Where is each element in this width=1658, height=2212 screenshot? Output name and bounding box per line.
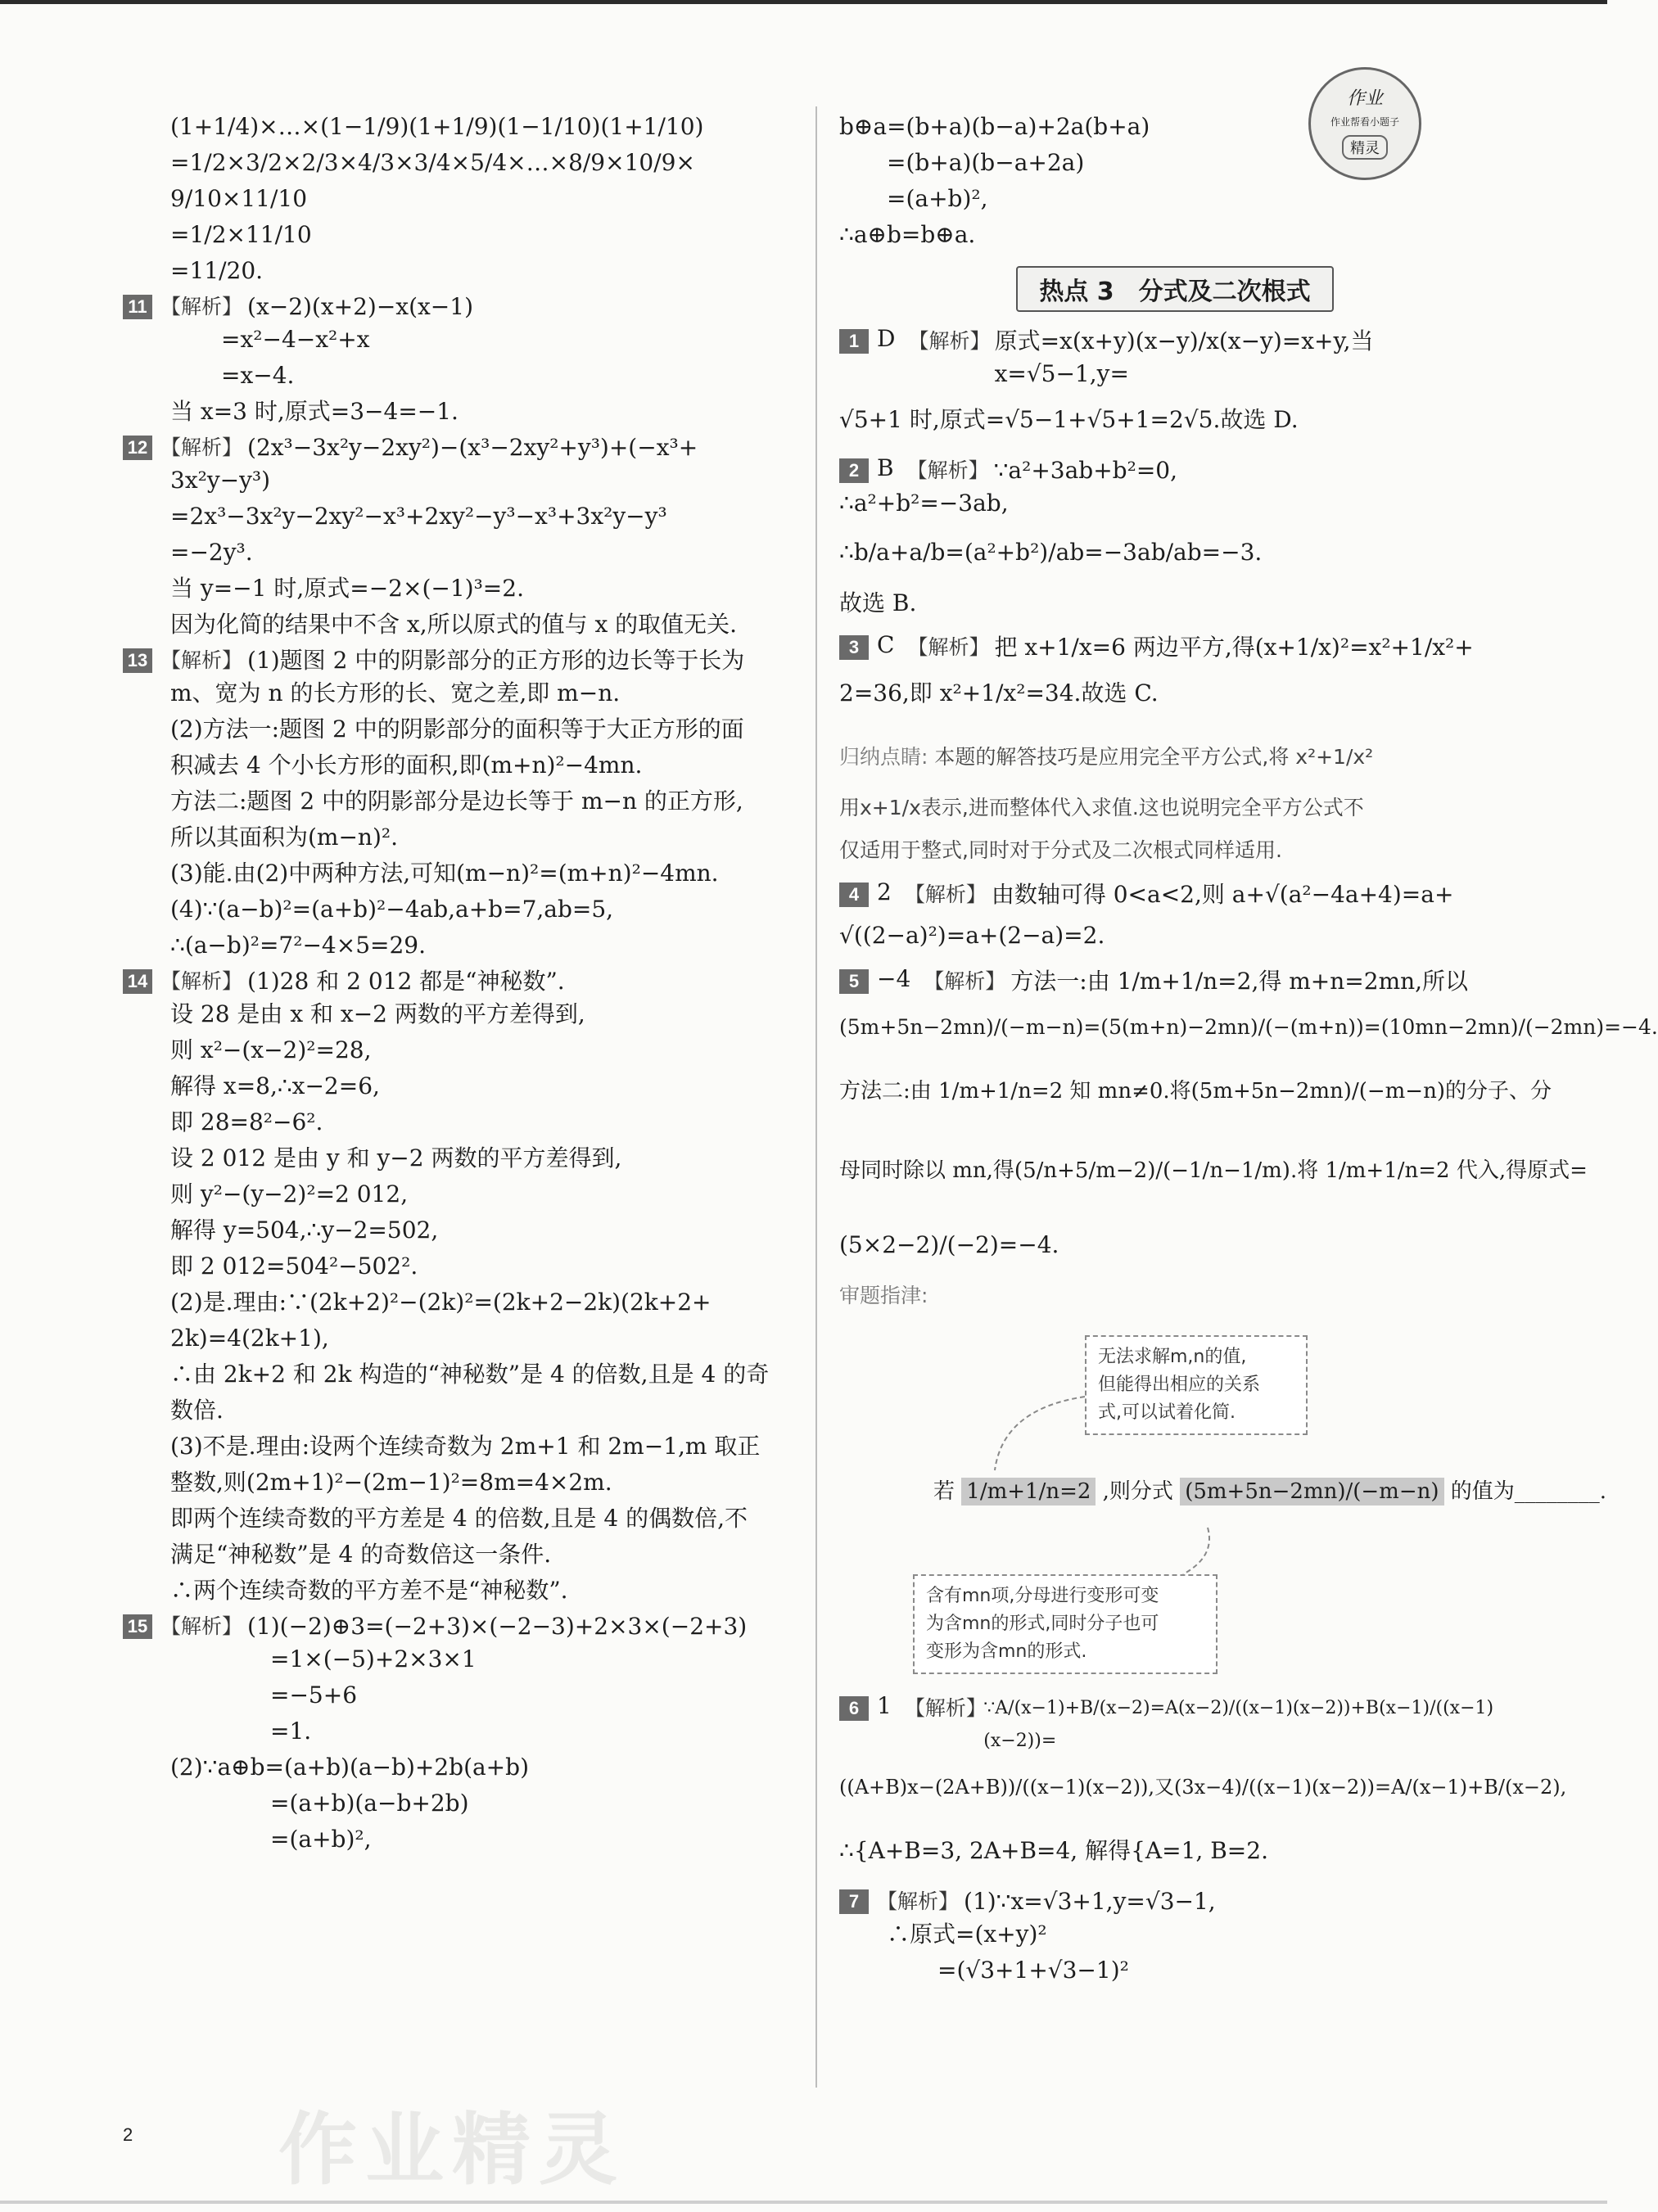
analysis-tag: 【解析】 bbox=[160, 436, 243, 459]
callout-line: 式,可以试着化简. bbox=[1098, 1402, 1236, 1423]
analysis-tag: 【解析】 bbox=[904, 883, 987, 906]
solution-line: =(√3+1+√3−1)² bbox=[937, 1957, 1129, 1984]
stamp-title: 作业 bbox=[1346, 88, 1383, 109]
annotation-diagram bbox=[839, 1319, 1607, 1679]
solution-line: 数倍. bbox=[170, 1397, 224, 1424]
solution-line: 解得 x=8,∴x−2=6, bbox=[170, 1072, 380, 1099]
solution-line: 方法二:由 1/m+1/n=2 知 mn≠0.将(5m+5n−2mn)/(−m−n)的分子、分 bbox=[839, 1079, 1552, 1104]
page-number: 2 bbox=[123, 2124, 133, 2145]
question-12 bbox=[123, 431, 794, 644]
solution-line: ∴两个连续奇数的平方差不是“神秘数”. bbox=[170, 1577, 568, 1604]
solution-line: (1)(−2)⊕3=(−2+3)×(−2−3)+2×3×(−2+3) bbox=[247, 1613, 748, 1640]
continued-solution bbox=[839, 111, 1511, 255]
callout-line: 为含mn的形式,同时分子也可 bbox=[926, 1614, 1159, 1634]
solution-line: 设 2 012 是由 y 和 y−2 两数的平方差得到, bbox=[170, 1144, 622, 1171]
question-15 bbox=[123, 1610, 794, 1859]
solution-line: 方法二:题图 2 中的阴影部分是边长等于 m−n 的正方形, bbox=[170, 788, 743, 815]
question-1 bbox=[839, 325, 1511, 454]
analysis-tag: 【解析】 bbox=[906, 458, 989, 482]
solution-line: =−2y³. bbox=[170, 539, 253, 566]
callout-line: 但能得出相应的关系 bbox=[1098, 1375, 1261, 1395]
answer-value: 2 bbox=[877, 878, 892, 905]
solution-line: (3)不是.理由:设两个连续奇数为 2m+1 和 2m−1,m 取正 bbox=[170, 1433, 761, 1460]
solution-line: (4)∵(a−b)²=(a+b)²−4ab,a+b=7,ab=5, bbox=[170, 896, 614, 923]
solution-line: ∴原式=(x+y)² bbox=[887, 1921, 1047, 1948]
question-number: 14 bbox=[123, 969, 152, 994]
solution-line: 积减去 4 个小长方形的面积,即(m+n)²−4mn. bbox=[170, 752, 643, 779]
answer-choice: B bbox=[877, 454, 894, 481]
solution-line: =x²−4−x²+x bbox=[221, 326, 370, 353]
analysis-tag: 【解析】 bbox=[904, 1696, 987, 1720]
solution-line: 把 x+1/x=6 两边平方,得(x+1/x)²=x²+1/x²+ bbox=[994, 634, 1474, 661]
solution-line: 即两个连续奇数的平方差是 4 的倍数,且是 4 的偶数倍,不 bbox=[170, 1505, 748, 1532]
solution-line: √5+1 时,原式=√5−1+√5+1=2√5.故选 D. bbox=[839, 406, 1299, 433]
analysis-tag: 【解析】 bbox=[908, 329, 991, 353]
solution-line: 3x²y−y³) bbox=[170, 467, 271, 494]
section-title bbox=[839, 266, 1511, 305]
analysis-tag: 【解析】 bbox=[924, 969, 1006, 993]
solution-line: (2)是.理由:∵(2k+2)²−(2k)²=(2k+2−2k)(2k+2+ bbox=[170, 1289, 712, 1316]
callout-line: 含有mn项,分母进行变形可变 bbox=[926, 1586, 1159, 1606]
tip-line: 仅适用于整式,同时对于分式及二次根式同样适用. bbox=[839, 838, 1282, 862]
solution-line: 即 28=8²−6². bbox=[170, 1108, 323, 1135]
section-title-text: 热点 3 分式及二次根式 bbox=[1016, 266, 1333, 312]
analysis-tag: 【解析】 bbox=[160, 295, 243, 318]
solution-line: 原式=x(x+y)(x−y)/x(x−y)=x+y,当 x=√5−1,y= bbox=[994, 327, 1374, 387]
solution-line: (5×2−2)/(−2)=−4. bbox=[839, 1231, 1059, 1258]
solution-line: ∴(a−b)²=7²−4×5=29. bbox=[170, 932, 427, 959]
solution-line: =(b+a)(b−a+2a) bbox=[887, 149, 1085, 176]
solution-line: 2=36,即 x²+1/x²=34.故选 C. bbox=[839, 679, 1159, 706]
highlight-condition: 1/m+1/n=2 bbox=[961, 1478, 1096, 1506]
answer-choice: C bbox=[877, 631, 895, 658]
analysis-tag: 【解析】 bbox=[877, 1889, 960, 1913]
question-number: 11 bbox=[123, 295, 152, 319]
solution-line: =x−4. bbox=[221, 362, 295, 389]
solution-line: 母同时除以 mn,得(5/n+5/m−2)/(−1/n−1/m).将 1/m+1/n=2 代入,得原式= bbox=[839, 1158, 1588, 1183]
question-number: 6 bbox=[839, 1696, 869, 1721]
problem-statement bbox=[933, 1474, 1606, 1505]
answer-value: 1 bbox=[877, 1692, 892, 1719]
solution-line: 由数轴可得 0<a<2,则 a+√(a²−4a+4)=a+ bbox=[991, 881, 1454, 908]
top-rule bbox=[0, 0, 1607, 4]
bottom-callout bbox=[913, 1574, 1218, 1674]
solution-line: 故选 B. bbox=[839, 589, 917, 616]
solution-line: ∴b/a+a/b=(a²+b²)/ab=−3ab/ab=−3. bbox=[839, 539, 1263, 566]
solution-line: (2x³−3x²y−2xy²)−(x³−2xy²+y³)+(−x³+ bbox=[247, 434, 698, 461]
watermark: 作业精灵 bbox=[278, 2104, 626, 2196]
solution-line: =2x³−3x²y−2xy²−x³+2xy²−y³−x³+3x²y−y³ bbox=[170, 503, 667, 530]
left-column bbox=[123, 111, 794, 1859]
question-number: 1 bbox=[839, 329, 869, 354]
solution-line: 9/10×11/10 bbox=[170, 185, 308, 212]
solution-line: 设 28 是由 x 和 x−2 两数的平方差得到, bbox=[170, 1000, 585, 1027]
solution-line: ∴a²+b²=−3ab, bbox=[839, 490, 1009, 517]
bottom-rule bbox=[0, 2201, 1607, 2204]
solution-line: (3)能.由(2)中两种方法,可知(m−n)²=(m+n)²−4mn. bbox=[170, 860, 719, 887]
tip-line: 用x+1/x表示,进而整体代入求值.这也说明完全平方公式不 bbox=[839, 796, 1364, 819]
question-number: 15 bbox=[123, 1614, 152, 1639]
continued-solution bbox=[123, 111, 794, 291]
callout-line: 无法求解m,n的值, bbox=[1098, 1347, 1247, 1367]
highlight-fraction: (5m+5n−2mn)/(−m−n) bbox=[1180, 1478, 1443, 1506]
question-5 bbox=[839, 965, 1658, 1280]
analysis-tag: 【解析】 bbox=[160, 1614, 243, 1638]
question-7 bbox=[839, 1885, 1511, 1990]
column-divider bbox=[815, 106, 817, 2088]
solution-line: 所以其面积为(m−n)². bbox=[170, 824, 399, 851]
solution-line: 方法一:由 1/m+1/n=2,得 m+n=2mn,所以 bbox=[1010, 968, 1469, 995]
answer-value: −4 bbox=[877, 965, 911, 992]
solution-line: =1/2×11/10 bbox=[170, 221, 312, 248]
question-number: 7 bbox=[839, 1889, 869, 1914]
reading-tip-lead: 审题指津: bbox=[839, 1284, 928, 1307]
arrow-top bbox=[995, 1397, 1085, 1470]
solution-line: ∵A/(x−1)+B/(x−2)=A(x−2)/((x−1)(x−2))+B(x−1)/((x−1)(x−2))= bbox=[983, 1698, 1494, 1751]
analysis-tag: 【解析】 bbox=[907, 635, 990, 659]
solution-line: 即 2 012=504²−502². bbox=[170, 1253, 418, 1280]
solution-line: 满足“神秘数”是 4 的奇数倍这一条件. bbox=[170, 1541, 552, 1568]
solution-line: =−5+6 bbox=[270, 1682, 358, 1709]
solution-line: ∴a⊕b=b⊕a. bbox=[839, 221, 976, 248]
problem-prefix: 若 bbox=[933, 1479, 955, 1504]
stamp-subtitle: 作业帮看小题子 bbox=[1330, 116, 1399, 128]
solution-line: 整数,则(2m+1)²−(2m−1)²=8m=4×2m. bbox=[170, 1469, 612, 1496]
solution-line: ((A+B)x−(2A+B))/((x−1)(x−2)),又(3x−4)/((x−1)(x−2))=A/(x−1)+B/(x−2), bbox=[839, 1776, 1567, 1799]
solution-line: √((2−a)²)=a+(2−a)=2. bbox=[839, 922, 1105, 949]
question-number: 5 bbox=[839, 969, 869, 994]
question-11 bbox=[123, 291, 794, 431]
question-number: 13 bbox=[123, 648, 152, 673]
right-column bbox=[839, 111, 1658, 1990]
question-14 bbox=[123, 965, 794, 1610]
solution-line: ∵a²+3ab+b²=0, bbox=[993, 457, 1178, 484]
question-number: 12 bbox=[123, 436, 152, 460]
question-6 bbox=[839, 1692, 1567, 1885]
tip-lead: 归纳点睛: bbox=[839, 745, 928, 769]
solution-line: 解得 y=504,∴y−2=502, bbox=[170, 1217, 439, 1244]
solution-line: (1)题图 2 中的阴影部分的正方形的边长等于长为 bbox=[247, 647, 745, 674]
callout-line: 变形为含mn的形式. bbox=[926, 1641, 1087, 1662]
question-4 bbox=[839, 878, 1511, 965]
solution-line: 当 x=3 时,原式=3−4=−1. bbox=[170, 398, 459, 425]
tip-line: 本题的解答技巧是应用完全平方公式,将 x²+1/x² bbox=[934, 745, 1374, 769]
solution-line: (2)∵a⊕b=(a+b)(a−b)+2b(a+b) bbox=[170, 1754, 529, 1781]
stamp-label: 精灵 bbox=[1342, 135, 1388, 160]
solution-line: (1+1/4)×…×(1−1/9)(1+1/9)(1−1/10)(1+1/10) bbox=[170, 113, 704, 140]
question-number: 3 bbox=[839, 635, 869, 660]
solution-line: =1/2×3/2×2/3×4/3×3/4×5/4×…×8/9×10/9× bbox=[170, 149, 695, 176]
solution-line: (1)28 和 2 012 都是“神秘数”. bbox=[247, 968, 565, 995]
solution-line: =(a+b)², bbox=[270, 1826, 372, 1853]
question-2 bbox=[839, 454, 1511, 623]
solution-line: (5m+5n−2mn)/(−m−n)=(5(m+n)−2mn)/(−(m+n))=(10mn−2mn)/(−2mn)=−4. bbox=[839, 1015, 1658, 1039]
solution-line: =1×(−5)+2×3×1 bbox=[270, 1645, 477, 1673]
arrow-bottom bbox=[1183, 1528, 1209, 1574]
solution-line: =(a+b)(a−b+2b) bbox=[270, 1790, 469, 1817]
solution-line: b⊕a=(b+a)(b−a)+2a(b+a) bbox=[839, 113, 1150, 140]
solution-line: 则 y²−(y−2)²=2 012, bbox=[170, 1180, 409, 1208]
solution-line: =(a+b)², bbox=[887, 185, 988, 212]
question-number: 2 bbox=[839, 458, 869, 483]
solution-line: 当 y=−1 时,原式=−2×(−1)³=2. bbox=[170, 575, 524, 602]
solution-line: 2k)=4(2k+1), bbox=[170, 1325, 329, 1352]
problem-suffix: 的值为________. bbox=[1450, 1479, 1607, 1504]
question-number: 4 bbox=[839, 883, 869, 907]
solution-line: ∴{A+B=3, 2A+B=4, 解得{A=1, B=2. bbox=[839, 1837, 1268, 1864]
question-13 bbox=[123, 644, 794, 965]
solution-line: ∴由 2k+2 和 2k 构造的“神秘数”是 4 的倍数,且是 4 的奇 bbox=[170, 1361, 770, 1388]
solution-line: 则 x²−(x−2)²=28, bbox=[170, 1036, 372, 1063]
question-3 bbox=[839, 631, 1511, 728]
solution-line: (2)方法一:题图 2 中的阴影部分的面积等于大正方形的面 bbox=[170, 716, 744, 743]
solution-line: (1)∵x=√3+1,y=√3−1, bbox=[964, 1888, 1216, 1915]
analysis-tag: 【解析】 bbox=[160, 648, 243, 672]
solution-line: =11/20. bbox=[170, 257, 264, 284]
solution-line: m、宽为 n 的长方形的长、宽之差,即 m−n. bbox=[170, 679, 621, 706]
problem-mid: ,则分式 bbox=[1102, 1479, 1173, 1504]
solution-line: 因为化简的结果中不含 x,所以原式的值与 x 的取值无关. bbox=[170, 611, 738, 638]
analysis-tag: 【解析】 bbox=[160, 969, 243, 993]
answer-choice: D bbox=[877, 325, 896, 352]
solution-line: (x−2)(x+2)−x(x−1) bbox=[247, 293, 474, 320]
reading-tip bbox=[839, 1280, 1511, 1316]
tip-note bbox=[839, 733, 1511, 870]
solution-line: =1. bbox=[270, 1718, 312, 1745]
